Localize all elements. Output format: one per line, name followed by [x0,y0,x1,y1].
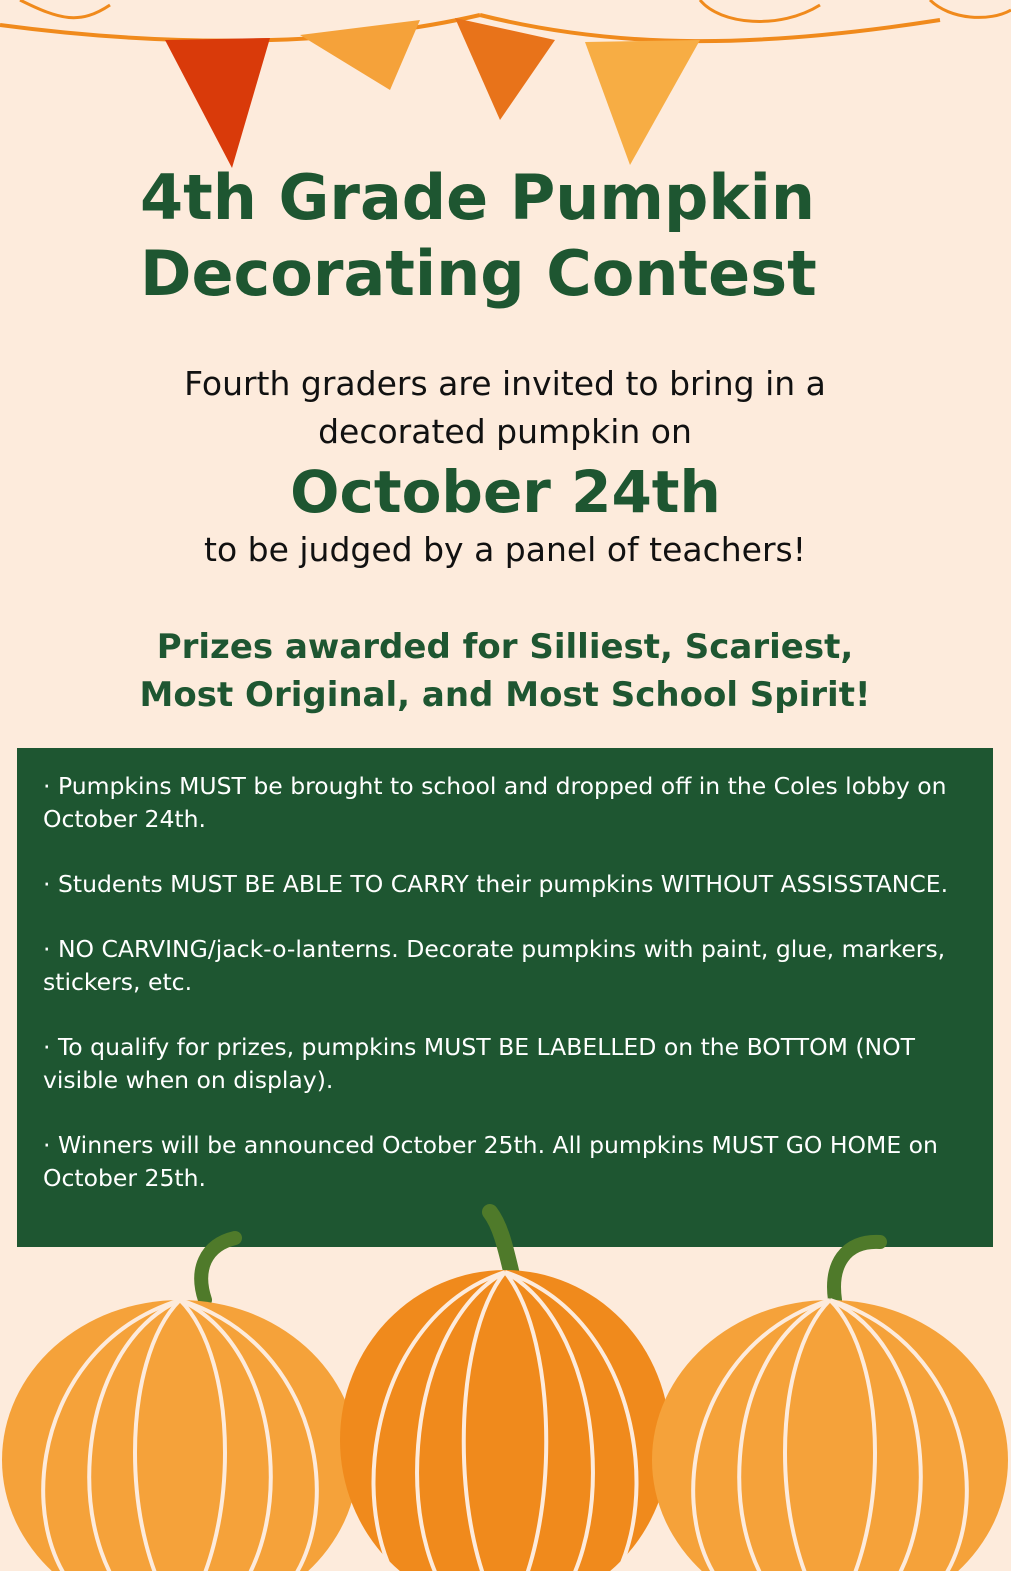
intro-line-2: decorated pumpkin on [318,412,692,451]
pennant-light-orange-flag [585,40,700,165]
rule-item: · Students MUST BE ABLE TO CARRY their pumpkins WITHOUT ASSISSTANCE. [43,870,949,898]
intro-line-1: Fourth graders are invited to bring in a [184,364,826,403]
rule-item: · To qualify for prizes, pumpkins MUST BE LABELLED on the BOTTOM (NOT visible when on display). [43,1033,915,1094]
rules-box [17,748,993,1247]
intro-text [60,360,950,456]
rule-item: · Winners will be announced October 25th. All pumpkins MUST GO HOME on October 25th. [43,1131,938,1192]
prizes-text [40,623,970,719]
pennant-dark-orange-flag [455,18,555,120]
contest-title [140,160,860,312]
pumpkins-illustration [0,1200,1011,1571]
title-line-1: 4th Grade Pumpkin [140,161,816,234]
bunting-decoration [0,0,1011,180]
prizes-line-2: Most Original, and Most School Spirit! [139,675,871,715]
pumpkin-icon [652,1242,1008,1571]
pennant-red-flag [165,38,270,168]
contest-date: October 24th [290,458,721,526]
pumpkin-icon [340,1212,670,1571]
rule-item: · Pumpkins MUST be brought to school and dropped off in the Coles lobby on October 24th. [43,772,947,833]
title-line-2: Decorating Contest [140,237,817,310]
rule-item: · NO CARVING/jack-o-lanterns. Decorate pumpkins with paint, glue, markers, stickers, etc. [43,935,946,996]
pennant-orange-flag [300,20,420,90]
judging-text: to be judged by a panel of teachers! [204,530,806,569]
prizes-line-1: Prizes awarded for Silliest, Scariest, [156,627,854,667]
pumpkin-icon [2,1238,358,1571]
